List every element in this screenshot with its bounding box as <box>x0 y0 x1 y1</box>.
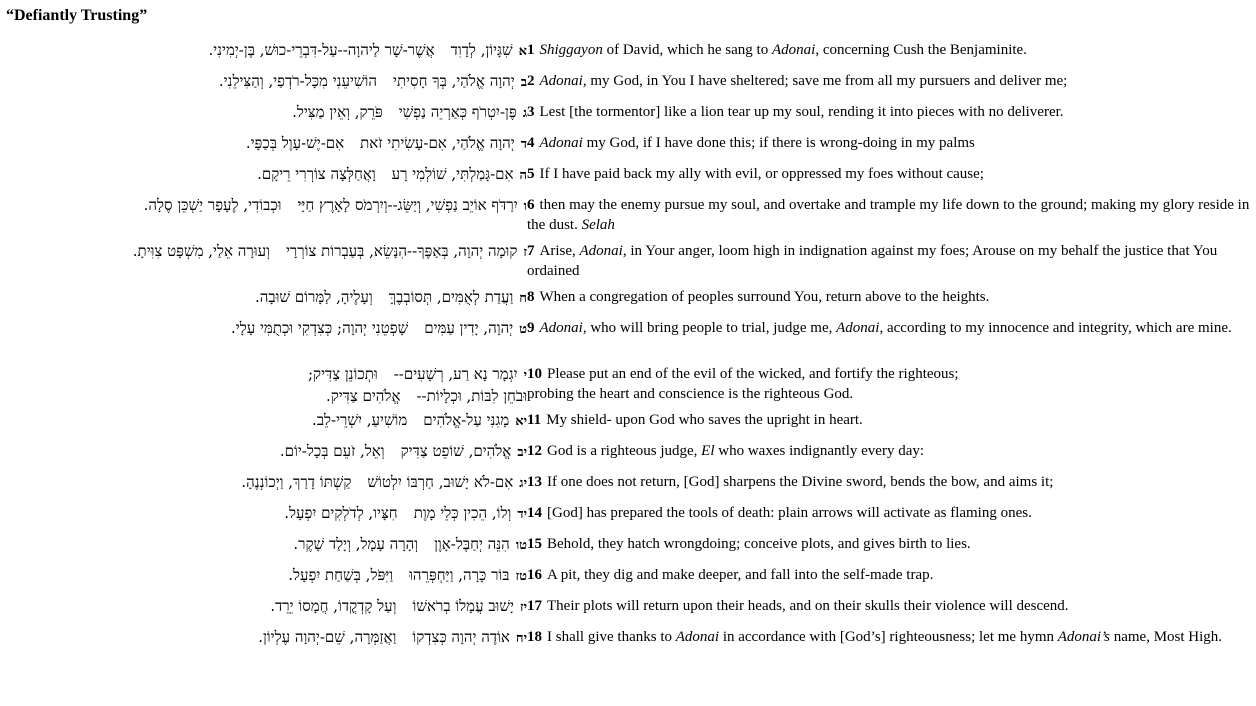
hebrew-verse-letter: יד <box>517 507 527 522</box>
verse-row <box>0 565 1256 596</box>
verse-row <box>0 364 1256 410</box>
hebrew-verse-text <box>0 364 527 410</box>
verse-row <box>0 40 1256 71</box>
hebrew-segment: אֱלֹהִים צַדִּיק. <box>325 387 401 405</box>
english-verse-text <box>527 164 1256 195</box>
hebrew-segment: מָגִנִּי עַל-אֱלֹהִים <box>423 411 510 429</box>
hebrew-segment: חִצָּיו, לְדֹלְקִים יִפְעָל. <box>284 504 398 522</box>
hebrew-verse-letter: טז <box>515 569 527 584</box>
hebrew-segment: אִם-לֹא יָשׁוּב, חַרְבּוֹ יִלְטוֹשׁ <box>367 473 514 491</box>
verse-list <box>0 40 1256 667</box>
hebrew-segment: הִנֵּה יְחַבֶּל-אָוֶן <box>434 535 510 553</box>
english-verse-text <box>527 596 1256 627</box>
english-verse-text <box>527 565 1256 596</box>
hebrew-verse-letter: יח <box>515 631 527 646</box>
hebrew-segment: אֲשֶׁר-שָׁר לַיהוָה--עַל-דִּבְרֵי-כוּשׁ, בֶּן-יְמִינִי. <box>208 41 435 59</box>
verse-number: 13 <box>527 474 542 490</box>
hebrew-verse-line <box>0 386 527 406</box>
english-verse-text <box>527 195 1256 241</box>
verse-number: 5 <box>527 166 535 182</box>
verse-text-segment: I shall give thanks to <box>547 629 676 645</box>
hebrew-verse-text <box>0 472 527 503</box>
hebrew-segment: וְאֵל, זֹעֵם בְּכָל-יוֹם. <box>279 442 385 460</box>
hebrew-verse-letter: י <box>523 368 527 383</box>
verse-text-segment: probing the heart and conscience is the righteous God. <box>527 386 854 402</box>
hebrew-verse-letter: ג <box>522 106 527 121</box>
hebrew-verse-line <box>0 364 527 386</box>
verse-number: 9 <box>527 320 535 336</box>
hebrew-verse-text <box>0 318 527 364</box>
hebrew-segment: אֱלֹהִים, שׁוֹפֵט צַדִּיק <box>400 442 512 460</box>
hebrew-verse-letter: טו <box>515 538 527 553</box>
hebrew-segment: יְהוָה אֱלֹהַי, אִם-עָשִׂיתִי זֹאת <box>360 134 515 152</box>
verse-text-segment: , concerning Cush the Benjaminite. <box>815 42 1027 58</box>
hebrew-verse-text <box>0 102 527 133</box>
hebrew-verse-text <box>0 71 527 102</box>
english-verse-text <box>527 241 1256 287</box>
verse-text-segment: , according to my innocence and integrity, which are mine. <box>879 320 1232 336</box>
verse-text-segment: Lest [the tormentor] like a lion tear up my soul, rending it into pieces with no deliverer. <box>539 104 1064 120</box>
hebrew-segment: אוֹדֶה יְהוָה כְּצִדְקוֹ <box>412 628 510 646</box>
verse-number: 12 <box>527 443 542 459</box>
english-verse-text <box>527 534 1256 565</box>
hebrew-verse-letter: ד <box>520 137 527 152</box>
hebrew-segment: קַשְׁתּוֹ דָרַךְ, וַיְכוֹנְנֶהָ. <box>241 473 352 491</box>
italic-term: Adonai <box>771 42 816 58</box>
verse-row <box>0 472 1256 503</box>
verse-number: 6 <box>527 197 535 213</box>
english-verse-text <box>527 133 1256 164</box>
hebrew-verse-letter: יא <box>515 414 527 429</box>
verse-row <box>0 133 1256 164</box>
hebrew-segment: שָׁפְטֵנִי יְהוָה; כְּצִדְקִי וּכְתֻמִּי עָלָי. <box>231 319 409 337</box>
verse-number: 1 <box>527 42 535 58</box>
italic-term: El <box>701 443 715 459</box>
document-title: “Defiantly Trusting” <box>6 7 148 24</box>
hebrew-segment: שִׁגָּיוֹן, לְדָוִד <box>450 41 513 59</box>
italic-term: Adonai, <box>539 73 587 89</box>
verse-text-segment: Their plots will return upon their heads, and on their skulls their violence will descend. <box>547 598 1069 614</box>
hebrew-segment: וַיִּפֹּל, בְּשַׁחַת יִפְעָל. <box>288 566 394 584</box>
english-verse-text <box>527 318 1256 364</box>
verse-text-segment: , who will bring people to trial, judge me, <box>582 320 837 336</box>
hebrew-verse-text <box>0 565 527 596</box>
verse-row <box>0 195 1256 241</box>
verse-text-segment: If I have paid back my ally with evil, or oppressed my foes without cause; <box>539 166 984 182</box>
hebrew-segment: הוֹשִׁיעֵנִי מִכָּל-רֹדְפַי, וְהַצִּילֵנִי. <box>218 72 378 90</box>
hebrew-segment: יָשׁוּב עֲמָלוֹ בְרֹאשׁוֹ <box>412 597 514 615</box>
verse-table <box>0 40 1256 667</box>
verse-number: 11 <box>527 412 542 428</box>
hebrew-segment: וּבֹחֵן לִבּוֹת, וּכְלָיוֹת-- <box>416 387 527 405</box>
hebrew-verse-text <box>0 164 527 195</box>
hebrew-verse-letter: ט <box>519 322 527 337</box>
verse-row <box>0 441 1256 472</box>
verse-number: 17 <box>527 598 542 614</box>
english-verse-text <box>527 71 1256 102</box>
italic-term: Adonai <box>579 243 623 259</box>
hebrew-verse-text <box>0 534 527 565</box>
hebrew-segment: וְעָלֶיהָ, לַמָּרוֹם שׁוּבָה. <box>254 288 373 306</box>
hebrew-verse-letter: יז <box>519 600 527 615</box>
english-verse-text <box>527 410 1256 441</box>
hebrew-segment: קוּמָה יְהוָה, בְּאַפֶּךָ--הִנָּשֵׂא, בְּעַבְרוֹת צוֹרְרָי <box>285 242 518 260</box>
verse-row <box>0 102 1256 133</box>
hebrew-verse-text <box>0 40 527 71</box>
english-verse-text <box>527 364 1256 410</box>
verse-text-segment: When a congregation of peoples surround You, return above to the heights. <box>539 289 990 305</box>
hebrew-verse-letter: ח <box>519 291 527 306</box>
verse-text-segment: my God, in You I have sheltered; save me from all my pursuers and deliver me; <box>586 73 1068 89</box>
hebrew-verse-text <box>0 503 527 534</box>
verse-row <box>0 164 1256 195</box>
verse-row <box>0 241 1256 287</box>
verse-number: 3 <box>527 104 535 120</box>
verse-number: 7 <box>527 243 535 259</box>
italic-term: Shiggayon <box>539 42 603 58</box>
hebrew-segment: וְלוֹ, הֵכִין כְּלֵי מָוֶת <box>413 504 512 522</box>
hebrew-verse-text <box>0 195 527 241</box>
english-verse-text <box>527 40 1256 71</box>
hebrew-verse-text <box>0 596 527 627</box>
verse-text-segment: [God] has prepared the tools of death: plain arrows will activate as flaming ones. <box>547 505 1032 521</box>
italic-term: Adonai <box>836 320 880 336</box>
verse-row <box>0 410 1256 441</box>
verse-text-segment: Arise, <box>539 243 580 259</box>
hebrew-verse-letter: יב <box>517 445 527 460</box>
verse-row <box>0 534 1256 565</box>
verse-text-segment: in accordance with [God’s] righteousness; let me hymn <box>719 629 1058 645</box>
hebrew-verse-letter: א <box>518 44 527 59</box>
verse-text-segment: , in Your anger, loom high in indignation against my foes; Arouse on my behalf the justice that You ordained <box>527 243 1218 279</box>
hebrew-segment: יִגְמָר נָא רַע, רְשָׁעִים-- <box>393 365 518 383</box>
verse-text-segment: name, Most High. <box>1109 629 1223 645</box>
italic-term: Selah <box>581 217 615 233</box>
hebrew-segment: יִרַדֹּף אוֹיֵב נַפְשִׁי, וְיַשֵּׂג--וְיִרְמֹס לָאָרֶץ חַיָּי <box>297 196 518 214</box>
verse-row <box>0 627 1256 667</box>
verse-text-segment: Behold, they hatch wrongdoing; conceive plots, and gives birth to lies. <box>547 536 971 552</box>
verse-text-segment: A pit, they dig and make deeper, and fall into the self-made trap. <box>547 567 934 583</box>
hebrew-verse-text <box>0 287 527 318</box>
verse-number: 4 <box>527 135 535 151</box>
verse-number: 18 <box>527 629 542 645</box>
verse-text-segment: Please put an end of the evil of the wicked, and fortify the righteous; <box>547 366 959 382</box>
english-verse-text <box>527 503 1256 534</box>
verse-text-segment: then may the enemy pursue my soul, and overtake and trample my life down to the ground; making my glory reside in the dust. <box>527 197 1250 233</box>
hebrew-segment: וְהָרָה עָמָל, וְיָלַד שָׁקֶר. <box>293 535 419 553</box>
hebrew-segment: וּכְבוֹדִי, לֶעָפָר יַשְׁכֵּן סֶלָה. <box>143 196 282 214</box>
hebrew-verse-text <box>0 241 527 287</box>
verse-text-segment: who waxes indignantly every day: <box>714 443 925 459</box>
hebrew-verse-letter: ז <box>523 245 527 260</box>
hebrew-segment: בּוֹר כָּרָה, וַיַּחְפְּרֵהוּ <box>409 566 510 584</box>
verse-number: 15 <box>527 536 542 552</box>
hebrew-verse-text <box>0 627 527 667</box>
verse-text-segment: God is a righteous judge, <box>547 443 702 459</box>
verse-number: 16 <box>527 567 542 583</box>
hebrew-verse-letter: ה <box>519 168 527 183</box>
english-verse-text <box>527 627 1256 667</box>
verse-text-segment: my God, if I have done this; if there is wrong-doing in my palms <box>582 135 975 151</box>
verse-row <box>0 318 1256 364</box>
hebrew-verse-letter: ב <box>520 75 527 90</box>
verse-number: 8 <box>527 289 535 305</box>
verse-text-segment: My shield- upon God who saves the upright in heart. <box>546 412 863 428</box>
hebrew-verse-text <box>0 133 527 164</box>
hebrew-segment: יְהוָה, יָדִין עַמִּים <box>424 319 514 337</box>
verse-row <box>0 287 1256 318</box>
hebrew-segment: וַאֲזַמְּרָה, שֵׁם-יְהוָה עֶלְיוֹן. <box>258 628 397 646</box>
verse-number: 14 <box>527 505 542 521</box>
hebrew-segment: וַעֲדַת לְאֻמִּים, תְּסוֹבְבֶךָּ <box>388 288 514 306</box>
hebrew-segment: וְעַל קָדְקֳדוֹ, חֲמָסוֹ יֵרֵד. <box>270 597 397 615</box>
italic-term: Adonai’s <box>1057 629 1110 645</box>
verse-text-segment: of David, which he sang to <box>602 42 772 58</box>
hebrew-segment: וְעוּרָה אֵלַי, מִשְׁפָּט צִוִּיתָ. <box>132 242 270 260</box>
verse-text-segment: If one does not return, [God] sharpens the Divine sword, bends the bow, and aims it; <box>547 474 1054 490</box>
hebrew-segment: אִם-גָּמַלְתִּי, שׁוֹלְמִי רָע <box>391 165 514 183</box>
hebrew-segment: פֶּן-יִטְרֹף כְּאַרְיֵה נַפְשִׁי <box>398 103 517 121</box>
hebrew-verse-text <box>0 410 527 441</box>
italic-term: Adonai <box>539 135 583 151</box>
hebrew-segment: וּתְכוֹנֵן צַדִּיק; <box>307 365 378 383</box>
english-verse-text <box>527 102 1256 133</box>
hebrew-segment: פֹּרֵק, וְאֵין מַצִּיל. <box>292 103 383 121</box>
hebrew-segment: וָאֲחַלְּצָה צוֹרְרִי רֵיקָם. <box>257 165 376 183</box>
hebrew-verse-letter: ו <box>523 199 527 214</box>
english-verse-text <box>527 441 1256 472</box>
verse-number: 10 <box>527 366 542 382</box>
hebrew-segment: אִם-יֶשׁ-עָוֶל בְּכַפָּי. <box>245 134 345 152</box>
verse-row <box>0 596 1256 627</box>
hebrew-segment: יְהוָה אֱלֹהַי, בְּךָ חָסִיתִי <box>393 72 515 90</box>
hebrew-segment: מוֹשִׁיעַ, יִשְׁרֵי-לֵב. <box>312 411 408 429</box>
english-verse-text <box>527 287 1256 318</box>
english-verse-text <box>527 472 1256 503</box>
verse-row <box>0 503 1256 534</box>
verse-number: 2 <box>527 73 535 89</box>
hebrew-verse-letter: יג <box>519 476 527 491</box>
hebrew-verse-text <box>0 441 527 472</box>
italic-term: Adonai <box>675 629 720 645</box>
verse-row <box>0 71 1256 102</box>
italic-term: Adonai <box>539 320 583 336</box>
